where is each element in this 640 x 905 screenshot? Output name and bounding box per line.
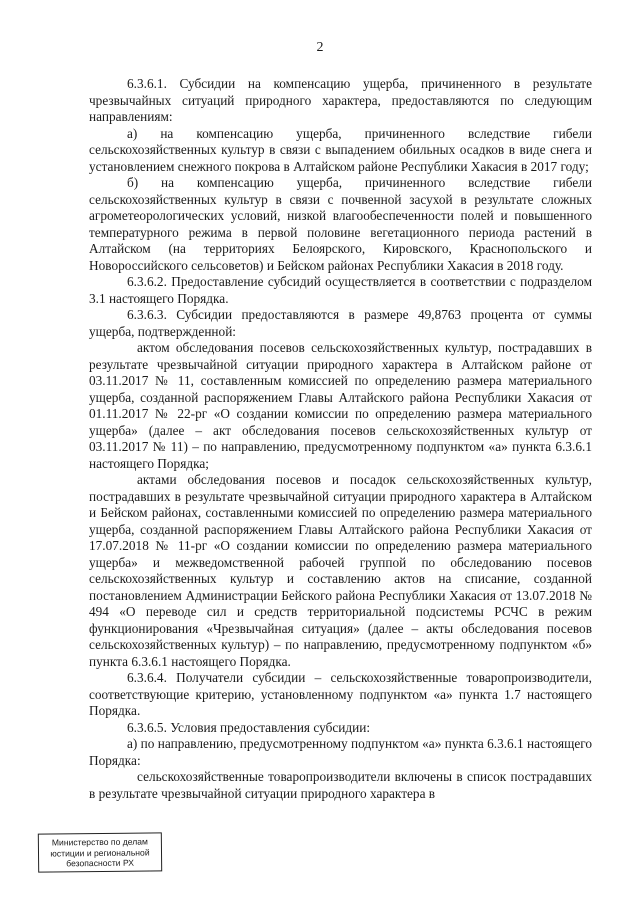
paragraph-acts-2018: актами обследования посевов и посадок сельскохозяйственных культур, пострадавших в результате чрезвычайной ситуации природного характера в Алтайском и Бейском районах, составленными комиссией по определению размера материального ущерба, созданной распоряжением Главы Алтайского района Республики Хакасия от 17.07.2018 № 11-рг «О создании комиссии по определению размера материального ущерба» и межведомственной рабочей группой по обследованию посевов сельскохозяйственных культур и составлению актов на списание, созданной постановлением Администрации Бейского района Республики Хакасия от 13.07.2018 № 494 «О переводе сил и средств территориальной подсистемы РСЧС в режим функционирования «Чрезвычайная ситуация» (далее – акты обследования посевов сельскохозяйственных культур) – по направлению, предусмотренному подпунктом «б» пункта 6.3.6.1 настоящего Порядка. xyxy=(89,472,592,669)
paragraph-6-3-6-1-b: б) на компенсацию ущерба, причиненного вследствие гибели сельскохозяйственных культур в связи с почвенной засухой в результате сложных агрометеорологических условий, низкой влагообеспеченности полей и повышенного температурного режима в первой половине вегетационного периода растений в Алтайском (на территориях Белоярского, Кировского, Краснопольского и Новороссийского сельсоветов) и Бейском районах Республики Хакасия в 2018 году. xyxy=(89,175,592,273)
stamp-line: Министерство по делам xyxy=(51,836,148,848)
paragraph-6-3-6-5: 6.3.6.5. Условия предоставления субсидии: xyxy=(127,719,371,735)
document-body xyxy=(89,76,592,802)
paragraph-6-3-6-5-a: а) по направлению, предусмотренному подпунктом «а» пункта 6.3.6.1 настоящего Порядка: xyxy=(89,736,592,768)
paragraph-producers-list: сельскохозяйственные товаропроизводители включены в список пострадавших в результате чрезвычайной ситуации природного характера в xyxy=(89,769,592,801)
page-number: 2 xyxy=(316,40,324,55)
stamp-line: безопасности РХ xyxy=(66,857,135,869)
ministry-stamp xyxy=(38,832,162,872)
paragraph-6-3-6-3: 6.3.6.3. Субсидии предоставляются в размере 49,8763 процента от суммы ущерба, подтвержденной: xyxy=(89,307,592,339)
paragraph-6-3-6-4: 6.3.6.4. Получатели субсидии – сельскохозяйственные товаропроизводители, соответствующие критерию, установленному подпунктом «а» пункта 1.7 настоящего Порядка. xyxy=(89,670,592,718)
paragraph-6-3-6-2: 6.3.6.2. Предоставление субсидий осуществляется в соответствии с подразделом 3.1 настоящего Порядка. xyxy=(89,274,592,306)
stamp-line: юстиции и региональной xyxy=(50,846,150,859)
paragraph-act-2017: актом обследования посевов сельскохозяйственных культур, пострадавших в результате чрезвычайной ситуации природного характера в Алтайском районе от 03.11.2017 № 11, составленным комиссией по определению размера материального ущерба, созданной распоряжением Главы Алтайского района Республики Хакасия от 01.11.2017 № 22-рг «О создании комиссии по определению размера материального ущерба» (далее – акт обследования посевов сельскохозяйственных культур от 03.11.2017 № 11) – по направлению, предусмотренному подпунктом «а» пункта 6.3.6.1 настоящего Порядка; xyxy=(89,340,592,471)
paragraph-6-3-6-1-a: а) на компенсацию ущерба, причиненного вследствие гибели сельскохозяйственных культур в связи с выпадением обильных осадков в виде снега и установлением снежного покрова в Алтайском районе Республики Хакасия в 2017 году; xyxy=(89,125,592,174)
paragraph-6-3-6-1: 6.3.6.1. Субсидии на компенсацию ущерба, причиненного в результате чрезвычайных ситуаций природного характера, предоставляются по следующим направлениям: xyxy=(89,76,592,124)
